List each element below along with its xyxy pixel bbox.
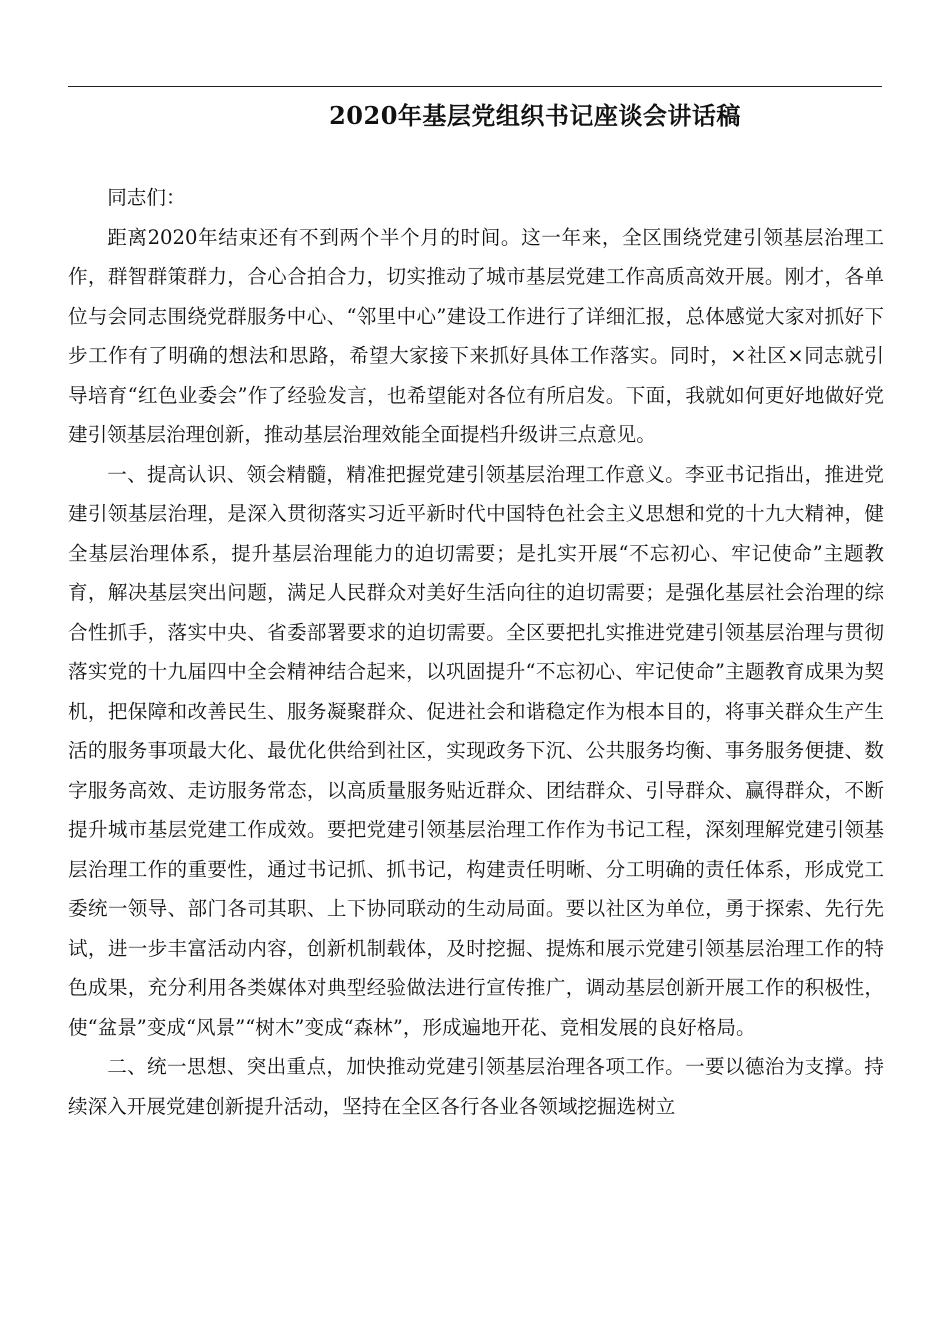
paragraph-section-two: 二、统一思想、突出重点，加快推动党建引领基层治理各项工作。一要以德治为支撑。持续深入开展党建创新提升活动，坚持在全区各行各业各领域挖掘选树立 [68, 1055, 884, 1118]
header-rule [68, 86, 882, 87]
document-body [68, 178, 884, 1126]
paragraph-intro: 距离2020年结束还有不到两个半个月的时间。这一年来，全区围绕党建引领基层治理工作，群智群策群力，合心合拍合力，切实推动了城市基层党建工作高质高效开展。刚才，各单位与会同志围绕党群服务中心、“邻里中心”建设工作进行了详细汇报，总体感觉大家对抓好下步工作有了明确的想法和思路，希望大家接下来抓好具体工作落实。同时，×社区×同志就引导培育“红色业委会”作了经验发言，也希望能对各位有所启发。下面，我就如何更好地做好党建引领基层治理创新，推动基层治理效能全面提档升级讲三点意见。 [68, 225, 884, 446]
document-title: 2020年基层党组织书记座谈会讲话稿 [329, 101, 741, 130]
salutation: 同志们： [107, 186, 186, 209]
paragraph-section-one: 一、提高认识、领会精髓，精准把握党建引领基层治理工作意义。李亚书记指出，推进党建引领基层治理，是深入贯彻落实习近平新时代中国特色社会主义思想和党的十九大精神，健全基层治理体系，提升基层治理能力的迫切需要；是扎实开展“不忘初心、牢记使命”主题教育，解决基层突出问题，满足人民群众对美好生活向往的迫切需要；是强化基层社会治理的综合性抓手，落实中央、省委部署要求的迫切需要。全区要把扎实推进党建引领基层治理与贯彻落实党的十九届四中全会精神结合起来，以巩固提升“不忘初心、牢记使命”主题教育成果为契机，把保障和改善民生、服务凝聚群众、促进社会和谐稳定作为根本目的，将事关群众生产生活的服务事项最大化、最优化供给到社区，实现政务下沉、公共服务均衡、事务服务便捷、数字服务高效、走访服务常态，以高质量服务贴近群众、团结群众、引导群众、赢得群众，不断提升城市基层党建工作成效。要把党建引领基层治理工作作为书记工程，深刻理解党建引领基层治理工作的重要性，通过书记抓、抓书记，构建责任明晰、分工明确的责任体系，形成党工委统一领导、部门各司其职、上下协同联动的生动局面。要以社区为单位，勇于探索、先行先试，进一步丰富活动内容，创新机制载体，及时挖掘、提炼和展示党建引领基层治理工作的特色成果，充分利用各类媒体对典型经验做法进行宣传推广，调动基层创新开展工作的积极性，使“盆景”变成“风景”“树木”变成“森林”，形成遍地开花、竞相发展的良好格局。 [68, 462, 884, 1039]
